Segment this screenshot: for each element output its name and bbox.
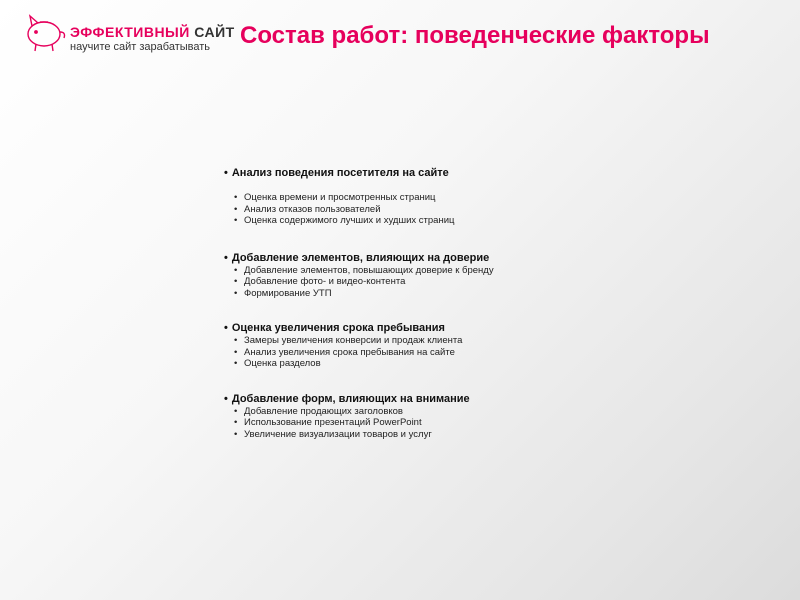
list-item: • Анализ отказов пользователей [244,204,784,216]
list-item: • Оценка разделов [244,358,784,370]
list-item: • Использование презентаций PowerPoint [244,417,784,429]
section-heading: • Добавление форм, влияющих на внимание [224,392,784,406]
section-heading: • Оценка увеличения срока пребывания [224,321,784,335]
piggy-bank-icon [22,10,68,54]
content-list [224,166,784,440]
section-behavior-analysis [224,166,784,227]
logo-title-main: ЭФФЕКТИВНЫЙ [70,24,195,40]
section-items [224,265,784,300]
section-trust-elements [224,251,784,300]
list-item: • Добавление продающих заголовков [244,406,784,418]
list-item: • Добавление фото- и видео-контента [244,276,784,288]
section-stay-duration [224,321,784,370]
section-heading: • Анализ поведения посетителя на сайте [224,166,784,180]
section-items [224,335,784,370]
list-item: • Анализ увеличения срока пребывания на сайте [244,347,784,359]
logo [22,10,235,58]
list-item: • Оценка содержимого лучших и худших страниц [244,215,784,227]
section-attention-forms [224,392,784,441]
list-item: • Добавление элементов, повышающих доверие к бренду [244,265,784,277]
list-item: • Формирование УТП [244,288,784,300]
section-items [224,192,784,227]
list-item: • Оценка времени и просмотренных страниц [244,192,784,204]
list-item: • Замеры увеличения конверсии и продаж клиента [244,335,784,347]
logo-title [70,24,235,40]
slide-title: Состав работ: поведенческие факторы [240,22,710,49]
section-items [224,406,784,441]
logo-title-accent: САЙТ [194,24,235,40]
logo-subtitle: научите сайт зарабатывать [70,41,211,53]
section-heading: • Добавление элементов, влияющих на доверие [224,251,784,265]
list-item: • Увеличение визуализации товаров и услуг [244,429,784,441]
